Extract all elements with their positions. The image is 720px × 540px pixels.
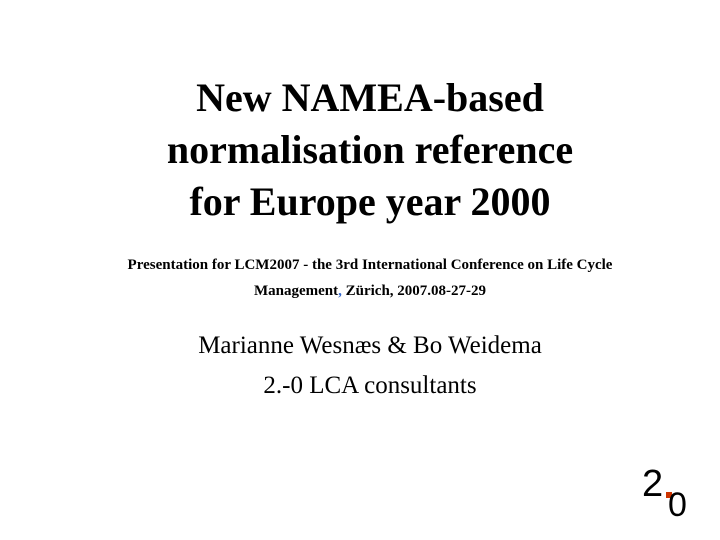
subtitle-line-2 — [60, 278, 680, 304]
slide-authors — [0, 326, 720, 406]
company-logo — [640, 460, 696, 520]
slide-title — [0, 72, 720, 228]
title-line-3: for Europe year 2000 — [189, 179, 551, 224]
subtitle-line-1: Presentation for LCM2007 - the 3rd International Conference on Life Cycle — [127, 257, 613, 273]
authors-names: Marianne Wesnæs & Bo Weidema — [198, 332, 542, 359]
subtitle-comma: , — [338, 283, 342, 299]
slide-subtitle — [60, 252, 680, 304]
title-line-2: normalisation reference — [166, 127, 574, 172]
subtitle-line-2-start: Management — [253, 283, 339, 299]
title-line-1: New NAMEA-based — [196, 75, 544, 120]
authors-company: 2.-0 LCA consultants — [263, 372, 477, 399]
logo-two: 2 — [642, 463, 664, 505]
logo-zero: 0 — [668, 486, 687, 520]
subtitle-line-2-end: Zürich, 2007.08-27-29 — [341, 283, 487, 299]
